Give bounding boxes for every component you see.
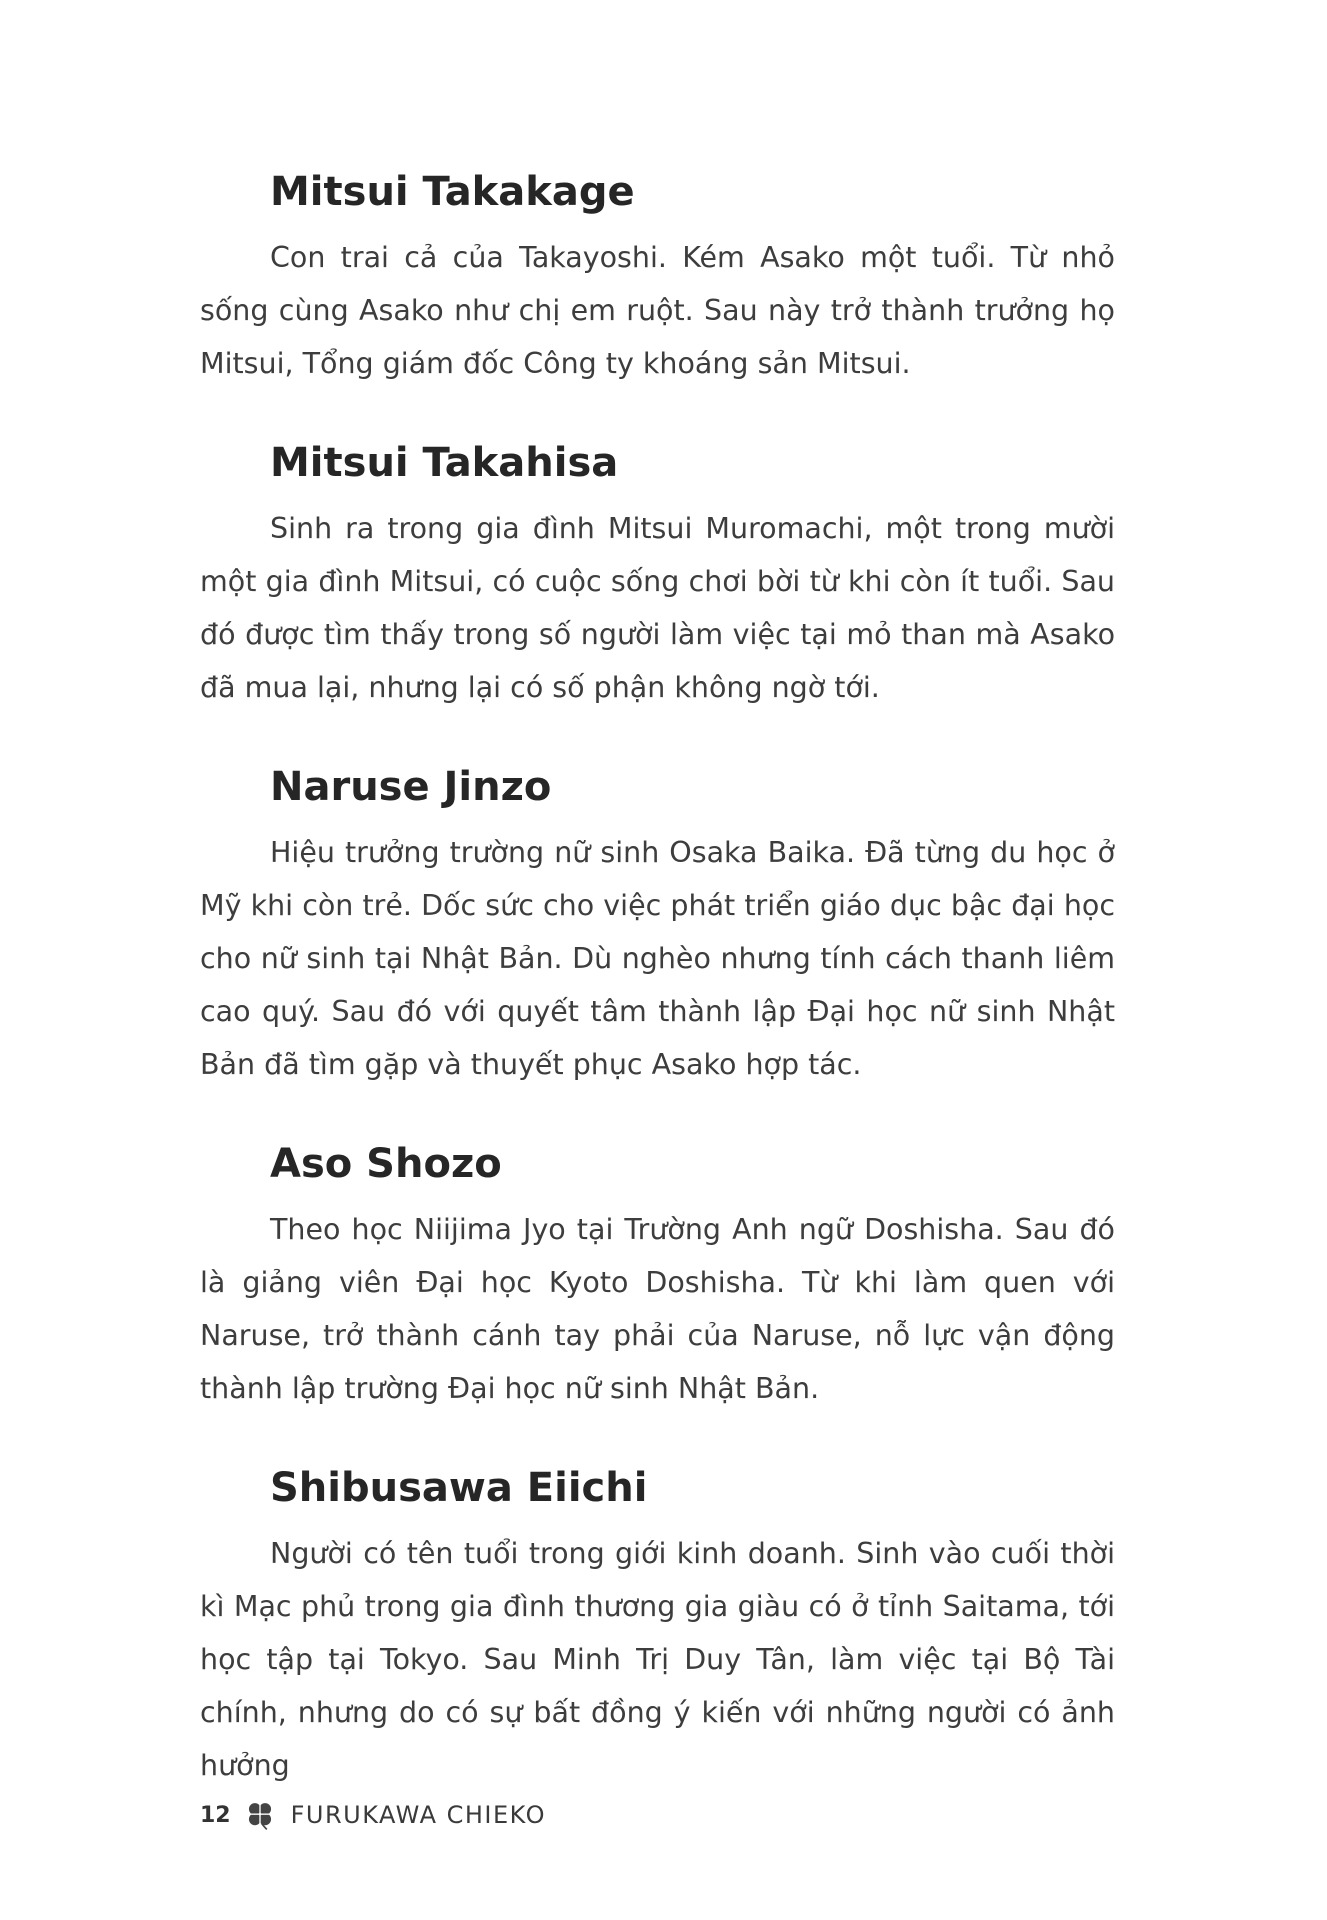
character-entry (200, 1461, 1115, 1792)
character-name: Mitsui Takakage (270, 169, 635, 215)
character-name: Naruse Jinzo (270, 764, 552, 810)
character-name: Shibusawa Eiichi (270, 1465, 648, 1511)
character-description: Người có tên tuổi trong giới kinh doanh. Sinh vào cuối thời kì Mạc phủ trong gia đình thương gia giàu có ở tỉnh Saitama, tới học tập tại Tokyo. Sau Minh Trị Duy Tân, làm việc tại Bộ Tài chính, nhưng do có sự bất đồng ý kiến với những người có ảnh hưởng (200, 1537, 1115, 1782)
character-description: Con trai cả của Takayoshi. Kém Asako một tuổi. Từ nhỏ sống cùng Asako như chị em ruột. Sau này trở thành trưởng họ Mitsui, Tổng giám đốc Công ty khoáng sản Mitsui. (200, 241, 1115, 380)
author-name: FURUKAWA CHIEKO (290, 1801, 546, 1829)
clover-icon (243, 1798, 277, 1832)
character-entry (200, 1137, 1115, 1415)
page-footer (200, 1795, 546, 1835)
character-description: Sinh ra trong gia đình Mitsui Muromachi, một trong mười một gia đình Mitsui, có cuộc sống chơi bời từ khi còn ít tuổi. Sau đó được tìm thấy trong số người làm việc tại mỏ than mà Asako đã mua lại, nhưng lại có số phận không ngờ tới. (200, 512, 1115, 704)
character-description: Hiệu trưởng trường nữ sinh Osaka Baika. Đã từng du học ở Mỹ khi còn trẻ. Dốc sức cho việc phát triển giáo dục bậc đại học cho nữ sinh tại Nhật Bản. Dù nghèo nhưng tính cách thanh liêm cao quý. Sau đó với quyết tâm thành lập Đại học nữ sinh Nhật Bản đã tìm gặp và thuyết phục Asako hợp tác. (200, 836, 1115, 1081)
character-name: Aso Shozo (270, 1141, 502, 1187)
character-list (200, 165, 1115, 1838)
character-description: Theo học Niijima Jyo tại Trường Anh ngữ Doshisha. Sau đó là giảng viên Đại học Kyoto Doshisha. Từ khi làm quen với Naruse, trở thành cánh tay phải của Naruse, nỗ lực vận động thành lập trường Đại học nữ sinh Nhật Bản. (200, 1213, 1115, 1405)
character-entry (200, 760, 1115, 1091)
character-entry (200, 165, 1115, 390)
character-name: Mitsui Takahisa (270, 440, 619, 486)
page-number: 12 (200, 1802, 231, 1828)
character-entry (200, 436, 1115, 714)
